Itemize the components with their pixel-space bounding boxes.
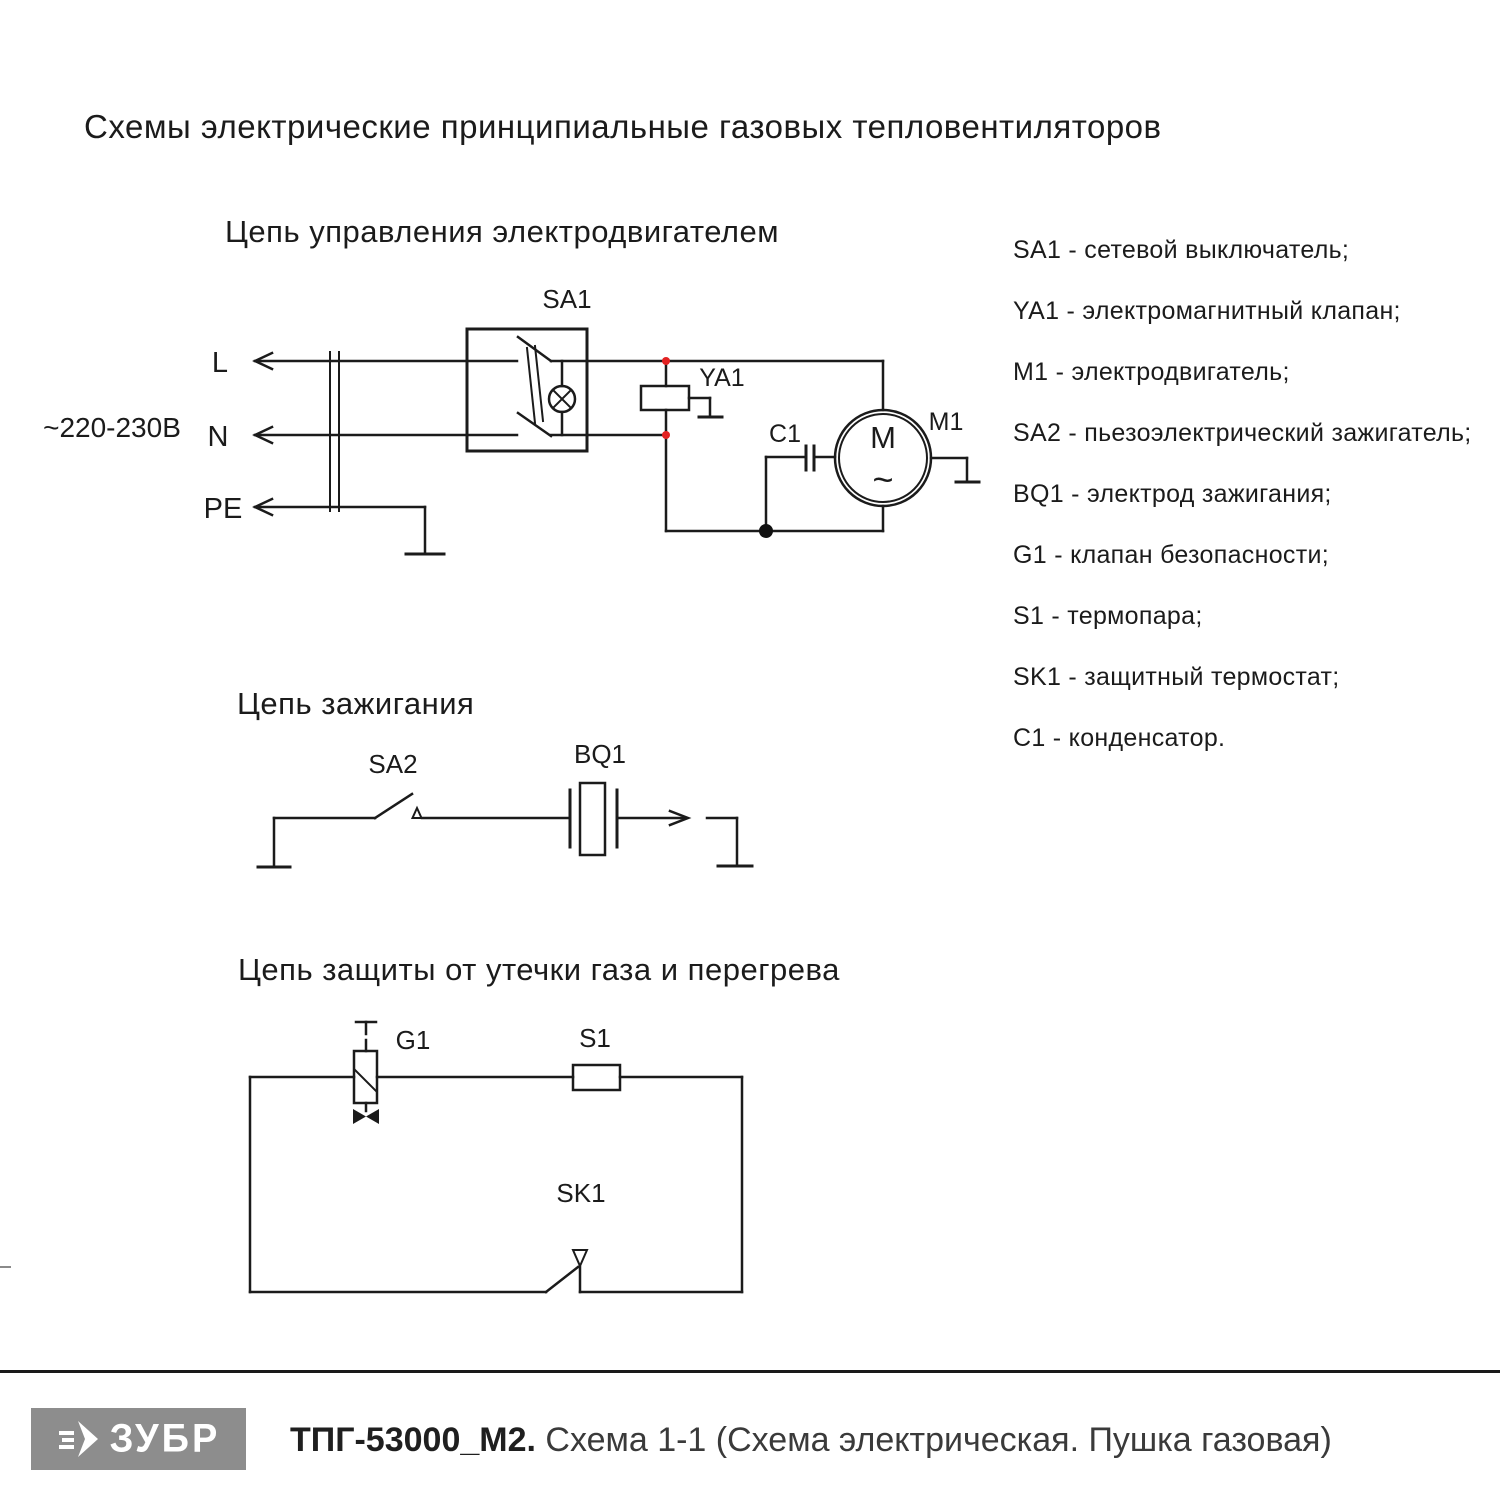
legend-item-sa1: SA1 - сетевой выключатель;	[1013, 236, 1350, 264]
label-c1: C1	[769, 420, 801, 448]
footer-model: ТПГ-53000_М2.	[290, 1421, 536, 1459]
protection-loop-wires	[250, 1077, 742, 1292]
footer-caption	[290, 1421, 1332, 1460]
supply-line-L	[255, 353, 517, 369]
legend-item-m1: M1 - электродвигатель;	[1013, 358, 1290, 386]
heading-ignition-circuit: Цепь зажигания	[237, 686, 475, 721]
label-PE: PE	[203, 493, 243, 525]
legend-item-ya1: YA1 - электромагнитный клапан;	[1013, 297, 1401, 325]
heading-control-circuit: Цепь управления электродвигателем	[225, 214, 780, 249]
label-sa2: SA2	[368, 749, 418, 779]
legend-item-s1: S1 - термопара;	[1013, 602, 1203, 630]
legend-item-c1: C1 - конденсатор.	[1013, 724, 1226, 752]
footer-bar	[0, 1370, 1500, 1500]
label-g1: G1	[395, 1025, 431, 1055]
bq1-electrode-symbol	[570, 783, 617, 855]
sa2-switch-symbol	[375, 794, 570, 818]
page-title: Схемы электрические принципиальные газовых тепловентиляторов	[84, 108, 1162, 145]
voltage-label: ~220-230В	[43, 412, 181, 443]
m1-motor-symbol	[835, 361, 979, 531]
zubr-logo-icon	[57, 1417, 103, 1461]
spark-arrow-icon	[617, 811, 688, 825]
label-N: N	[207, 421, 229, 453]
sk1-thermostat-symbol	[546, 1250, 587, 1292]
label-sa1: SA1	[542, 284, 592, 314]
heading-protection-circuit: Цепь защиты от утечки газа и перегрева	[238, 952, 840, 987]
zubr-logo	[31, 1408, 246, 1470]
junction-black	[759, 524, 773, 538]
label-m1: M1	[928, 408, 964, 436]
indicator-lamp-icon	[549, 361, 575, 435]
label-bq1: BQ1	[573, 739, 627, 769]
ignition-left-ground-icon	[258, 818, 375, 867]
c1-capacitor-symbol	[766, 446, 835, 531]
motor-tilde: ~	[872, 459, 894, 500]
ignition-right-ground-icon	[707, 818, 752, 866]
ignition-circuit	[258, 739, 752, 867]
sa1-switch-symbol	[467, 329, 883, 451]
s1-thermocouple-symbol	[573, 1065, 620, 1090]
label-ya1: YA1	[699, 364, 745, 392]
supply-line-N	[255, 427, 517, 443]
protection-circuit	[0, 1022, 742, 1292]
motor-letter: M	[870, 420, 896, 455]
footer-scheme-caption: Схема 1-1 (Схема электрическая. Пушка газовая)	[545, 1421, 1332, 1459]
control-circuit	[43, 284, 979, 554]
zubr-logo-text: ЗУБР	[109, 1416, 221, 1462]
label-sk1: SK1	[556, 1178, 606, 1208]
junction-red-mid	[662, 431, 670, 439]
cable-bundle-mark	[330, 352, 339, 511]
label-L: L	[211, 347, 229, 379]
legend-item-bq1: BQ1 - электрод зажигания;	[1013, 480, 1332, 508]
legend-item-sa2: SA2 - пьезоэлектрический зажигатель;	[1013, 419, 1472, 447]
g1-safety-valve-symbol	[353, 1022, 379, 1124]
junction-red-top	[662, 357, 670, 365]
label-s1: S1	[579, 1023, 611, 1053]
pe-ground-icon	[406, 507, 444, 554]
legend-item-sk1: SK1 - защитный термостат;	[1013, 663, 1340, 691]
legend-item-g1: G1 - клапан безопасности;	[1013, 541, 1329, 569]
